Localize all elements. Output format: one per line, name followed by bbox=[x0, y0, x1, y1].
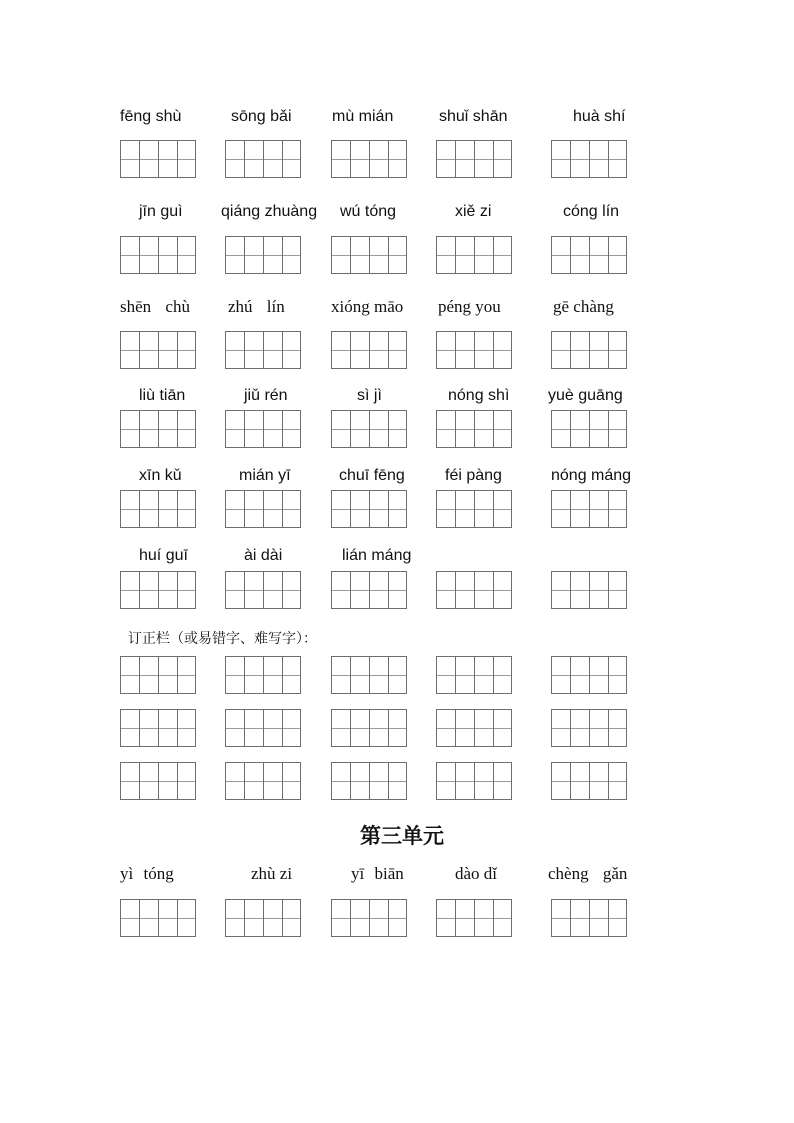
writing-grid[interactable] bbox=[120, 490, 196, 528]
correction-grid[interactable] bbox=[331, 709, 407, 747]
pinyin-label: xīn kǔ bbox=[139, 467, 182, 484]
writing-grid[interactable] bbox=[225, 571, 301, 609]
writing-grid[interactable] bbox=[436, 331, 512, 369]
writing-grid[interactable] bbox=[551, 410, 627, 448]
pinyin-label: sì jì bbox=[357, 387, 382, 404]
writing-grid[interactable] bbox=[120, 140, 196, 178]
writing-grid[interactable] bbox=[436, 899, 512, 937]
writing-grid[interactable] bbox=[436, 236, 512, 274]
writing-grid[interactable] bbox=[331, 490, 407, 528]
pinyin-label: cóng lín bbox=[563, 203, 620, 220]
pinyin-label: mián yī bbox=[239, 467, 291, 484]
writing-grid[interactable] bbox=[225, 899, 301, 937]
writing-grid[interactable] bbox=[120, 899, 196, 937]
writing-grid[interactable] bbox=[120, 236, 196, 274]
pinyin-label: gē chàng bbox=[553, 297, 614, 316]
writing-grid[interactable] bbox=[225, 490, 301, 528]
pinyin-label: zhú lín bbox=[228, 297, 285, 316]
writing-grid[interactable] bbox=[120, 410, 196, 448]
pinyin-label: zhù zi bbox=[251, 864, 293, 883]
writing-grid[interactable] bbox=[331, 410, 407, 448]
pinyin-label: yì tóng bbox=[120, 864, 174, 883]
writing-grid[interactable] bbox=[436, 140, 512, 178]
pinyin-label: péng you bbox=[438, 297, 501, 316]
correction-grid[interactable] bbox=[120, 656, 196, 694]
pinyin-label: xiě zi bbox=[455, 203, 492, 220]
unit-title: 第三单元 bbox=[360, 824, 444, 848]
writing-grid[interactable] bbox=[551, 571, 627, 609]
writing-grid[interactable] bbox=[225, 331, 301, 369]
writing-grid[interactable] bbox=[120, 571, 196, 609]
pinyin-label: shēn chù bbox=[120, 297, 190, 316]
correction-grid[interactable] bbox=[120, 762, 196, 800]
writing-grid[interactable] bbox=[551, 140, 627, 178]
writing-grid[interactable] bbox=[551, 236, 627, 274]
writing-grid[interactable] bbox=[120, 331, 196, 369]
pinyin-label: dào dǐ bbox=[455, 864, 498, 883]
correction-label: 订正栏（或易错字、难写字）： bbox=[128, 631, 317, 647]
pinyin-label: nóng máng bbox=[551, 467, 632, 484]
writing-grid[interactable] bbox=[436, 571, 512, 609]
pinyin-label: chèng gǎn bbox=[548, 864, 628, 883]
pinyin-label: liù tiān bbox=[139, 387, 186, 404]
pinyin-label: jīn guì bbox=[139, 203, 183, 220]
writing-grid[interactable] bbox=[225, 140, 301, 178]
writing-grid[interactable] bbox=[436, 410, 512, 448]
correction-grid[interactable] bbox=[225, 762, 301, 800]
writing-grid[interactable] bbox=[225, 236, 301, 274]
correction-grid[interactable] bbox=[436, 762, 512, 800]
pinyin-label: wú tóng bbox=[340, 203, 397, 220]
pinyin-label: nóng shì bbox=[448, 387, 510, 404]
pinyin-label: sōng bǎi bbox=[231, 108, 292, 125]
correction-grid[interactable] bbox=[120, 709, 196, 747]
writing-grid[interactable] bbox=[551, 899, 627, 937]
writing-grid[interactable] bbox=[551, 490, 627, 528]
pinyin-label: fēng shù bbox=[120, 108, 182, 125]
correction-grid[interactable] bbox=[225, 709, 301, 747]
pinyin-label: xióng māo bbox=[331, 297, 404, 316]
correction-grid[interactable] bbox=[436, 656, 512, 694]
pinyin-label: qiáng zhuàng bbox=[221, 203, 318, 220]
writing-grid[interactable] bbox=[551, 331, 627, 369]
writing-grid[interactable] bbox=[331, 331, 407, 369]
pinyin-label: féi pàng bbox=[445, 467, 502, 484]
writing-grid[interactable] bbox=[436, 490, 512, 528]
pinyin-label: yuè guāng bbox=[548, 387, 623, 404]
writing-grid[interactable] bbox=[225, 410, 301, 448]
correction-grid[interactable] bbox=[551, 656, 627, 694]
correction-grid[interactable] bbox=[331, 762, 407, 800]
correction-grid[interactable] bbox=[551, 762, 627, 800]
writing-grid[interactable] bbox=[331, 140, 407, 178]
pinyin-label: shuǐ shān bbox=[439, 108, 508, 125]
pinyin-label: lián máng bbox=[342, 547, 412, 564]
correction-grid[interactable] bbox=[331, 656, 407, 694]
writing-grid[interactable] bbox=[331, 899, 407, 937]
pinyin-label: ài dài bbox=[244, 547, 283, 564]
pinyin-label: huà shí bbox=[573, 108, 626, 125]
writing-grid[interactable] bbox=[331, 236, 407, 274]
pinyin-label: huí guī bbox=[139, 547, 188, 564]
pinyin-label: yī biān bbox=[351, 864, 404, 883]
correction-grid[interactable] bbox=[225, 656, 301, 694]
correction-grid[interactable] bbox=[436, 709, 512, 747]
pinyin-label: mù mián bbox=[332, 108, 394, 125]
correction-grid[interactable] bbox=[551, 709, 627, 747]
writing-grid[interactable] bbox=[331, 571, 407, 609]
pinyin-label: chuī fēng bbox=[339, 467, 405, 484]
pinyin-label: jiǔ rén bbox=[244, 387, 288, 404]
